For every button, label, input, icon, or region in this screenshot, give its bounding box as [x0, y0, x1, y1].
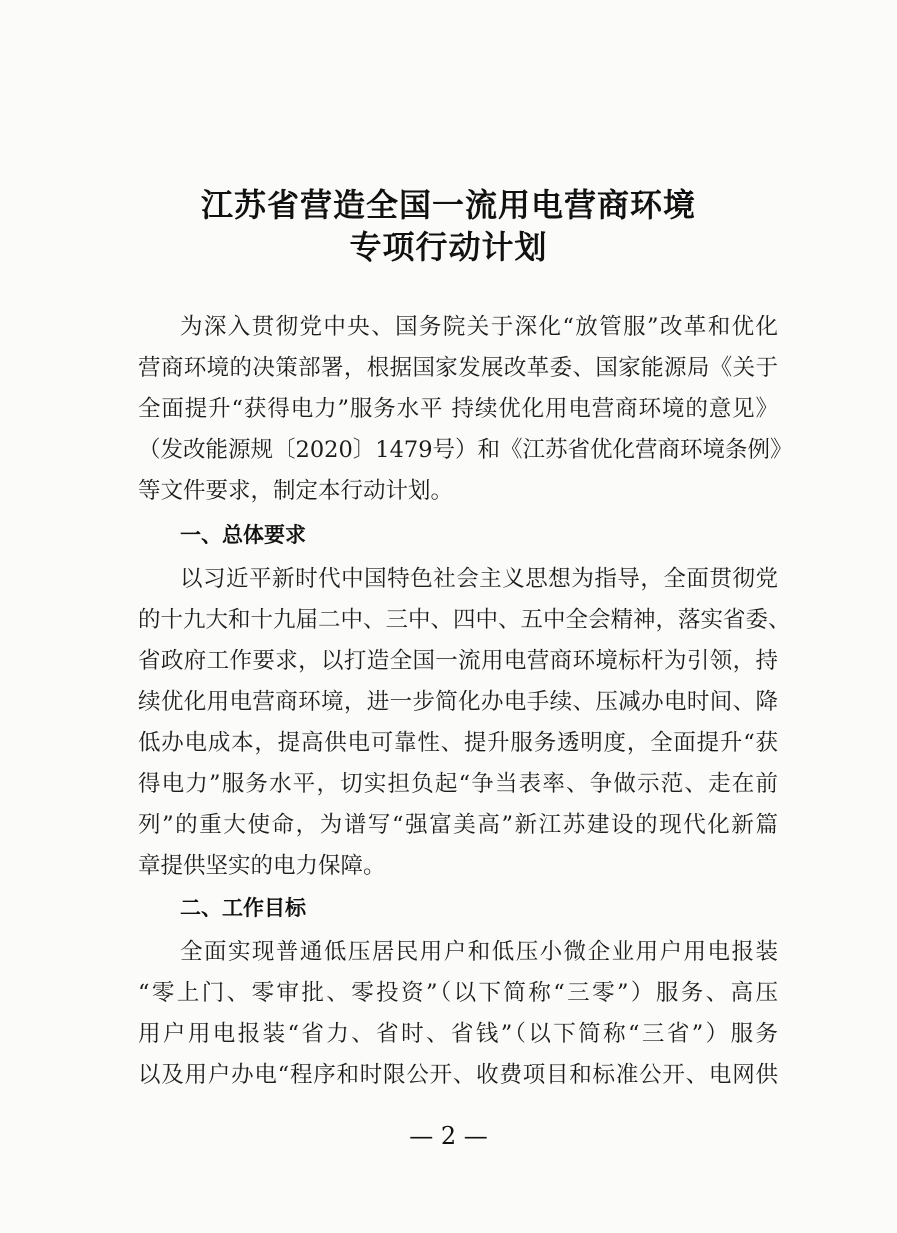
section1-line: 低办电成本，提高供电可靠性、提升服务透明度，全面提升“获: [138, 730, 778, 756]
section1-line: 章提供坚实的电力保障。: [138, 853, 386, 879]
section-heading-work-goals: 二、工作目标: [180, 896, 306, 920]
intro-line: 全面提升“获得电力”服务水平 持续优化用电营商环境的意见》: [138, 396, 778, 422]
document-title-line2: 专项行动计划: [349, 228, 548, 266]
section2-line: 全面实现普通低压居民用户和低压小微企业用户用电报装: [180, 939, 778, 965]
section1-line: 得电力”服务水平，切实担负起“争当表率、争做示范、走在前: [138, 771, 778, 797]
section1-line: 省政府工作要求，以打造全国一流用电营商环境标杆为引领，持: [138, 648, 778, 674]
section1-line: 以习近平新时代中国特色社会主义思想为指导，全面贯彻党: [180, 566, 778, 592]
intro-line: （发改能源规〔2020〕1479号）和《江苏省优化营商环境条例》: [138, 437, 793, 463]
section1-line: 列”的重大使命，为谱写“强富美高”新江苏建设的现代化新篇: [138, 812, 778, 838]
page-number: — 2 —: [409, 1122, 488, 1150]
section1-line: 的十九大和十九届二中、三中、四中、五中全会精神，落实省委、: [138, 607, 791, 633]
section-heading-overall-requirements: 一、总体要求: [180, 523, 306, 547]
section2-line: 以及用户办电“程序和时限公开、收费项目和标准公开、电网供: [138, 1062, 778, 1088]
intro-line: 等文件要求，制定本行动计划。: [138, 478, 454, 504]
section2-line: 用户用电报装“省力、省时、省钱”（以下简称“三省”）服务: [138, 1021, 778, 1047]
intro-line: 为深入贯彻党中央、国务院关于深化“放管服”改革和优化: [180, 314, 778, 340]
document-title-line1: 江苏省营造全国一流用电营商环境: [200, 186, 696, 224]
section1-line: 续优化用电营商环境，进一步简化办电手续、压减办电时间、降: [138, 689, 778, 715]
section2-line: “零上门、零审批、零投资”（以下简称“三零”）服务、高压: [138, 980, 778, 1006]
intro-line: 营商环境的决策部署，根据国家发展改革委、国家能源局《关于: [138, 355, 778, 381]
